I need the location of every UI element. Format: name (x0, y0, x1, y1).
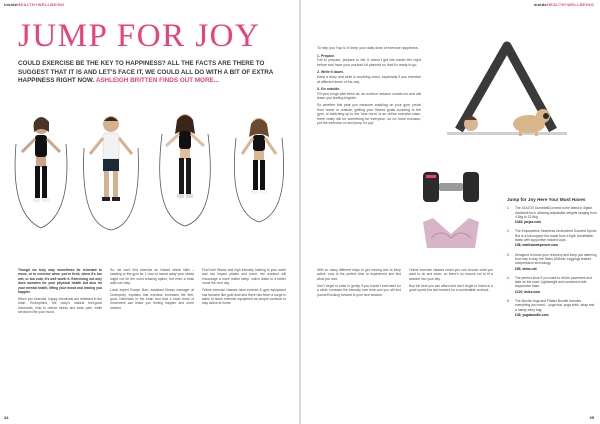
item-number: 4 (507, 275, 509, 280)
item-price: £45, yogabundle.com (515, 312, 549, 317)
paragraph: Local expert Evelyn Barr, assistant fitness manager at Champney, explains that exercise increases the feel-good chemicals in the brain and that a short burst of movement can leave you feeling happier and more content. (110, 288, 194, 310)
article-column-4 (317, 268, 401, 300)
sidebar-item (507, 229, 597, 247)
page-header (4, 2, 64, 7)
article-column-2 (110, 268, 194, 313)
section-name: HEALTH+WELLBEING (546, 2, 594, 7)
left-page (0, 0, 299, 424)
page-header (534, 2, 594, 7)
item-price: £65, skins.net (515, 266, 537, 271)
magazine-brand: inside (533, 2, 547, 7)
tip-title: 3. Go outside. (317, 87, 341, 92)
right-page (301, 0, 600, 424)
item-price: £120, asics.com (515, 289, 541, 294)
item-number: 2 (507, 229, 509, 234)
sidebar-title: Jump for Joy Here Your Must Haves (507, 197, 586, 202)
tip-title: 2. Write it down. (317, 70, 344, 75)
tip-title: 1. Prepare. (317, 53, 335, 58)
item-text: The JAXJOX DumbbellConnect is the latest in digital dumbbell tech, allowing adjustable weights ranging from 4.5kg to 22.6kg. (515, 206, 597, 219)
paragraph: With so many different ways to get moving and to keep active, now is the perfect time to experiment and find what you love. (317, 268, 401, 281)
byline: ASHLEIGH BRITTEN FINDS OUT MORE... (95, 77, 219, 85)
tip-text: Keep a diary and write in anything down, especially if you exercise at different times of the day. (317, 74, 421, 84)
product-photo-sports-bra (409, 214, 493, 254)
item-number: 1 (507, 206, 509, 211)
standfirst (18, 60, 294, 86)
paragraph: Online exercise classes have evolved & gym equipment has become like gold dust and there has been a surge in sales of home exercise equipment as people continue to stay active at home. (202, 288, 286, 306)
tips-block (317, 46, 421, 129)
page-number: 34 (4, 415, 9, 420)
item-text: The Mocha Yoga and Pilates Bundle includes everything you need – yoga mat, yoga brick, strap and a handy carry bag. (515, 299, 595, 312)
paragraph: So whether this year you measure anything on your gym, pedal from home or outside, getting your fitness goals counting to the gym, or switching up to the 'new norm' of an online exercise class, there really will be something for everyone, so no more excuses, put the exercise on and jump for joy! (317, 102, 421, 126)
paragraph: Don't forget to ease in gently if you haven't exercised for a while, increase the intensity over time and you will find yourself looking forward to your next session. (317, 283, 401, 297)
sidebar-item (507, 206, 597, 224)
photo-woman-skipping (8, 104, 74, 236)
magazine-brand: inside (4, 2, 18, 7)
item-text: The Empowerise Seamless Underwired Soonest Sports Bra is a full-support bra made from a light, breathable, fabric with supportive molded cups. (515, 229, 597, 243)
item-text: The perfect shoe if you want to hit the pavement and take on the road. Lightweight and cushioned with responsive foam. (515, 275, 592, 289)
sidebar-item (507, 299, 597, 317)
paragraph: When you exercise, happy chemicals are released in the brain. Endorphins, the body's natural feel-good chemicals, help to relieve stress and ease pain, while serotonin lifts your mood. (18, 297, 102, 315)
paragraph: Find both fitness and high intensity training to your week and low impact pilates and barre, the workout will encourage a more restful sleep, which leads to a better mood the next day. (202, 268, 286, 286)
photo-man-skipping (78, 104, 144, 236)
must-haves-sidebar (507, 198, 597, 322)
section-name: HEALTH+WELLBEING (17, 2, 65, 7)
item-price: £38, marksandspencer.com (515, 243, 559, 248)
article-column-1 (18, 268, 102, 317)
sidebar-item (507, 276, 597, 294)
article-column-5 (409, 268, 493, 295)
article-headline: JUMP FOR JOY (18, 18, 261, 54)
paragraph: So, we can't find exercise an instant stress killer – heading to the gym for 1 hour to sweat away your stress might not be the most relaxing option, but even a brisk walk can help. (110, 268, 194, 286)
article-column-3 (202, 268, 286, 308)
item-price: £349, jaxjox.com (515, 220, 542, 225)
paragraph: Buy the best you can afford and don't forget to invest in a good sports bra and trainers for a comfortable workout. (409, 283, 493, 293)
photo-yoga-with-dog (429, 12, 597, 142)
product-photo-dumbbell (409, 158, 493, 214)
tip-text: Fill your lungs with fresh air, an outdoor session counts too and will leave you feeling brighter. (317, 91, 421, 101)
standfirst-text: COULD EXERCISE BE THE KEY TO HAPPINESS? ALL THE FACTS ARE THERE TO SUGGEST THAT IT IS AND LET'S FACE IT, WE COULD ALL DO WITH A BIT OF EXTRA HAPPINESS RIGHT NOW. (18, 60, 274, 85)
item-text: Designed to boost your recovery and keep you warming from day to day, the Skins DNAmic Leggings feature compression technology. (515, 252, 597, 266)
tips-intro: To help you 'hop to it' keep your daily dose of exercise happiness. (317, 46, 419, 50)
page-number: 35 (589, 415, 594, 420)
tip-text: Fail to prepare, prepare to fail. It doesn't get lots easier the night before and have your workout kit planned so that it's ready to go. (317, 58, 421, 67)
sidebar-item (507, 253, 597, 271)
item-number: 5 (507, 299, 509, 304)
paragraph: Online exercise classes mean you can choose what you want to do and when, so there's no excuse not to fit a session into your day. (409, 268, 493, 281)
photo-woman-rope (152, 104, 218, 236)
paragraph: Though we truly may sometimes be reluctant to move, or to exercise when you're tired, when it's too wet, or too cold, it's well worth it. Exercising not only does wonders for your physical health but also for your mental health, lifting your mood and leaving you happier. (18, 268, 102, 295)
item-number: 3 (507, 252, 509, 257)
photo-woman-jumping (226, 104, 292, 236)
